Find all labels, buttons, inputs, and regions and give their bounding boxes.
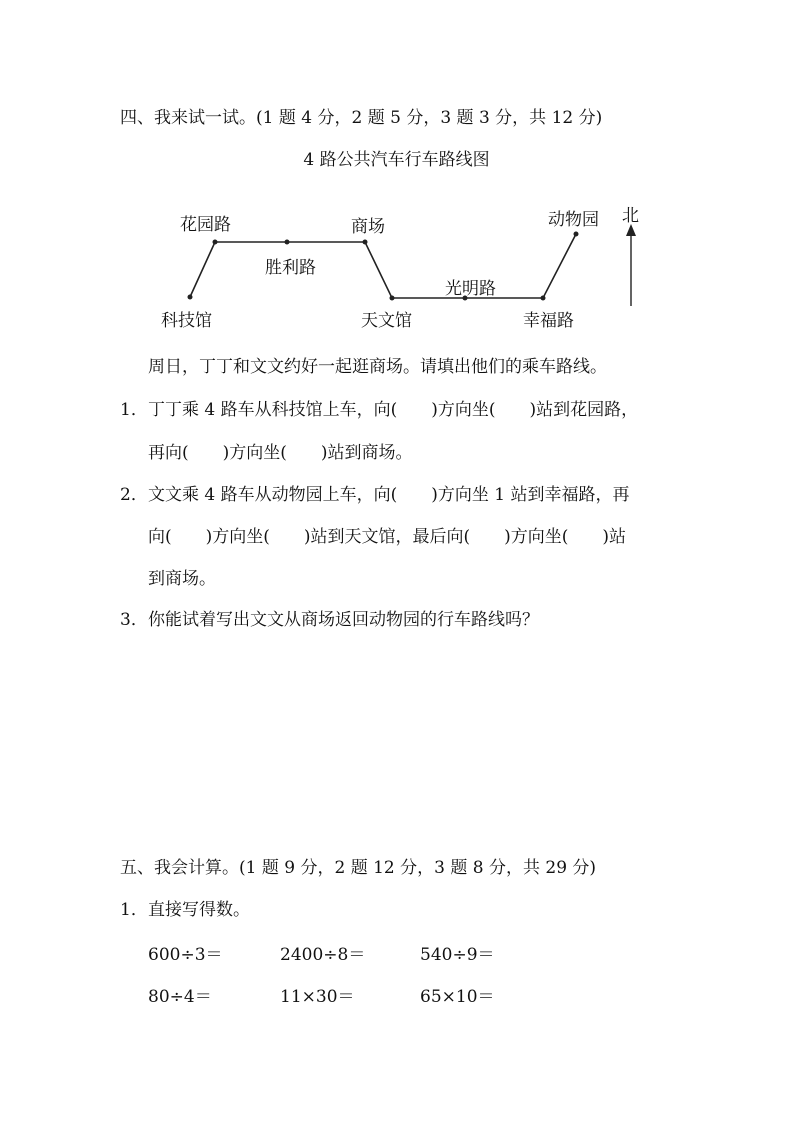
stop-dot-shengli: [285, 240, 290, 245]
calc-item: 600÷3＝: [148, 945, 223, 965]
q1-number: 1．: [120, 400, 148, 420]
s5-q1-number: 1．: [120, 900, 148, 920]
bus-route-line: [190, 234, 576, 298]
intro-text: 周日，丁丁和文文约好一起逛商场。请填出他们的乘车路线。: [148, 357, 607, 377]
stop-huayuan: 花园路: [180, 215, 231, 235]
stop-shangchang: 商场: [351, 217, 385, 237]
stop-dot-tianwen: [390, 296, 395, 301]
q2-line1: 文文乘 4 路车从动物园上车，向( )方向坐 1 站到幸福路，再: [148, 485, 630, 505]
stop-dot-dongwu: [574, 232, 579, 237]
stop-tianwen: 天文馆: [361, 311, 412, 331]
q2-line2: 向( )方向坐( )站到天文馆，最后向( )方向坐( )站: [148, 527, 627, 547]
north-label: 北: [622, 206, 639, 226]
q1-line1: 丁丁乘 4 路车从科技馆上车，向( )方向坐( )站到花园路，: [148, 400, 639, 420]
stop-dot-keji: [188, 295, 193, 300]
calc-item: 65×10＝: [420, 987, 495, 1007]
stop-shengli: 胜利路: [265, 258, 316, 278]
calc-item: 2400÷8＝: [280, 945, 366, 965]
calc-item: 540÷9＝: [420, 945, 495, 965]
calc-item: 11×30＝: [280, 987, 355, 1007]
calc-item: 80÷4＝: [148, 987, 212, 1007]
stop-guangming: 光明路: [445, 279, 496, 299]
stop-keji: 科技馆: [161, 311, 212, 331]
map-title: 4 路公共汽车行车路线图: [303, 150, 490, 170]
stop-dot-xingfu: [541, 296, 546, 301]
stop-dot-huayuan: [213, 240, 218, 245]
stop-dot-shangchang: [363, 240, 368, 245]
stop-xingfu: 幸福路: [523, 311, 574, 331]
route-map: [0, 0, 793, 340]
stop-dongwu: 动物园: [548, 210, 599, 230]
section4-heading: 四、我来试一试。(1 题 4 分，2 题 5 分，3 题 3 分，共 12 分): [120, 108, 603, 128]
q3-text: 你能试着写出文文从商场返回动物园的行车路线吗？: [148, 610, 539, 630]
q3-number: 3．: [120, 610, 148, 630]
q1-line2: 再向( )方向坐( )站到商场。: [148, 443, 413, 463]
q2-line3: 到商场。: [148, 569, 216, 589]
s5-q1-text: 直接写得数。: [148, 900, 250, 920]
section5-heading: 五、我会计算。(1 题 9 分，2 题 12 分，3 题 8 分，共 29 分): [120, 858, 597, 878]
q2-number: 2．: [120, 485, 148, 505]
